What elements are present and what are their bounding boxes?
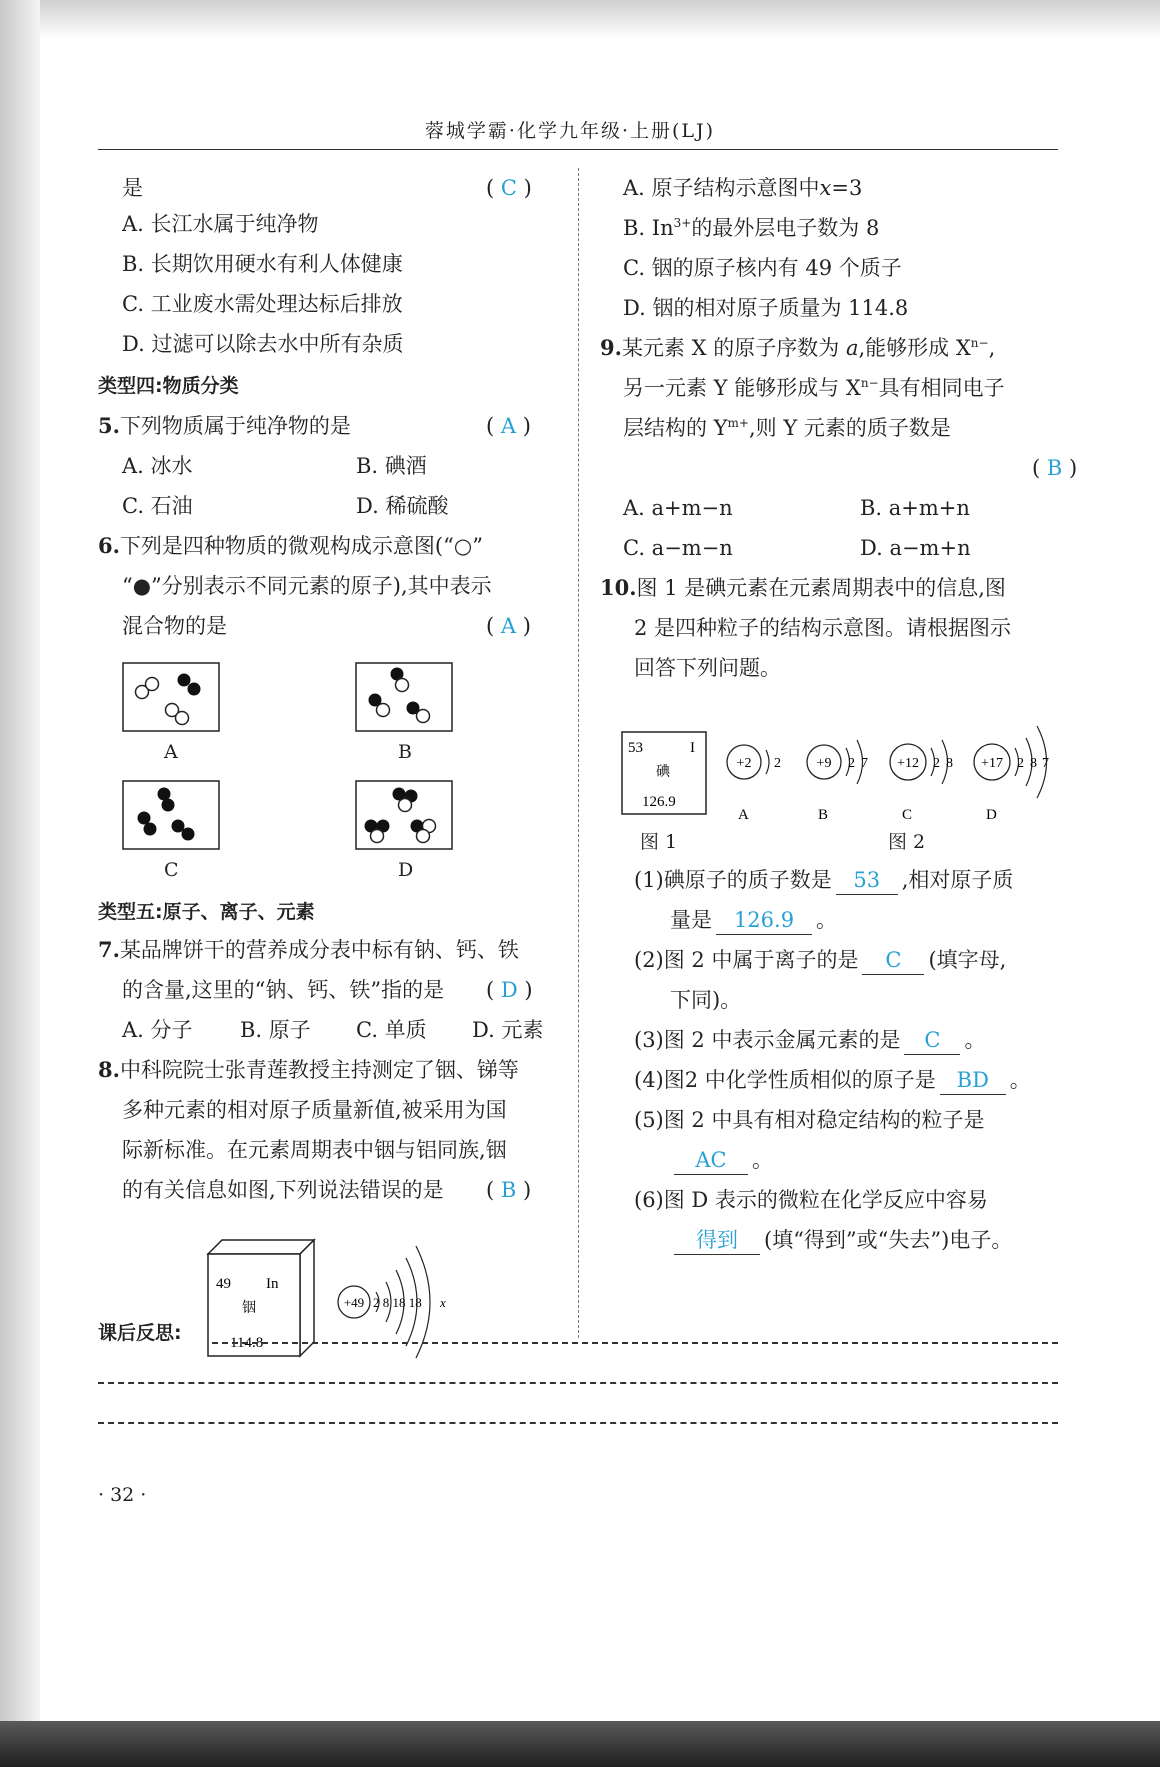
- q10-sub2-tail: (填字母,: [928, 948, 1007, 972]
- q10-sub1-answer-1: 53: [836, 866, 898, 895]
- q5-text: 下列物质属于纯净物的是: [119, 414, 351, 438]
- particle-c-shell-2: 8: [946, 756, 953, 771]
- particle-d-label: D: [986, 807, 997, 823]
- q9-l2-pre: 另一元素 Y 能够形成与 X: [623, 376, 861, 400]
- indium-shell-values: 2 8 18 18: [373, 1295, 422, 1310]
- header-rule: [98, 149, 1058, 150]
- reflection-line-1[interactable]: [212, 1342, 1058, 1344]
- q9-line-3: [623, 414, 951, 442]
- q9-answer-paren: ( B ): [1032, 456, 1078, 480]
- q8-option-b-sup: 3+: [673, 216, 692, 230]
- molecule-box-c: [122, 780, 222, 852]
- q8-option-d: D. 铟的相对原子质量为 114.8: [623, 296, 909, 320]
- q6-text-1: 下列是四种物质的微观构成示意图(“○”: [119, 534, 483, 558]
- q5-number: 5.: [98, 413, 120, 438]
- q5-option-c: C. 石油: [122, 494, 193, 518]
- q10-sub1-mid: ,相对原子质: [901, 868, 1014, 892]
- q9-answer: B: [1046, 456, 1063, 480]
- q9-l1-end: ,: [988, 336, 996, 360]
- q10-sub6-answer: 得到: [674, 1226, 760, 1255]
- q8-option-b-tail: 的最外层电子数为 8: [691, 216, 880, 240]
- q4-option-d: D. 过滤可以除去水中所有杂质: [122, 332, 404, 356]
- iodine-mass: 126.9: [642, 794, 676, 810]
- particle-d-shell-3: 7: [1042, 756, 1049, 771]
- molecule-label-c: C: [164, 859, 179, 881]
- q5-answer-paren: ( A ): [486, 414, 531, 438]
- particle-a: [727, 745, 781, 823]
- q5-option-b: B. 碘酒: [356, 454, 427, 478]
- q8-option-c: C. 铟的原子核内有 49 个质子: [623, 256, 902, 280]
- q10-sub3-end: 。: [964, 1028, 986, 1052]
- molecule-label-b: B: [398, 741, 412, 763]
- iodine-number: 53: [628, 740, 643, 756]
- indium-name: 铟: [242, 1300, 256, 1316]
- q10-line-2: 2 是四种粒子的结构示意图。请根据图示: [634, 616, 1012, 640]
- q10-line-3: 回答下列问题。: [634, 656, 781, 680]
- q7-option-b: B. 原子: [240, 1018, 311, 1042]
- q10-line-1: [600, 574, 1006, 602]
- page-shadow-left: [0, 0, 40, 1767]
- q10-sub4-end: 。: [1009, 1068, 1031, 1092]
- particle-d: [974, 726, 1049, 823]
- reflection-line-2[interactable]: [98, 1382, 1058, 1384]
- q8-option-b-pre: B. In: [623, 216, 674, 240]
- q8-text-1: 中科院院士张青莲教授主持测定了铟、锑等: [119, 1058, 519, 1082]
- q7-option-d: D. 元素: [472, 1018, 544, 1042]
- q10-sub6-line-1: (6)图 D 表示的微粒在化学反应中容易: [634, 1188, 988, 1212]
- figure-1-caption: 图 1: [640, 831, 678, 853]
- q5-option-a: A. 冰水: [122, 454, 193, 478]
- section-heading-5: 类型五:原子、离子、元素: [98, 901, 315, 923]
- page-number: · 32 ·: [98, 1484, 147, 1506]
- q9-option-c: C. a−m−n: [623, 536, 733, 560]
- q10-sub6-tail: (填“得到”或“失去”)电子。: [764, 1228, 1013, 1252]
- page-shadow-bottom: [0, 1721, 1160, 1767]
- q7-option-c: C. 单质: [356, 1018, 427, 1042]
- q6-answer: A: [500, 614, 517, 638]
- particle-b: [807, 740, 868, 823]
- q10-number: 10.: [600, 575, 637, 600]
- q6-answer-paren: ( A ): [486, 614, 531, 638]
- q9-l2-tail: 具有相同电子: [878, 376, 1005, 400]
- particle-b-shell-2: 7: [861, 756, 868, 771]
- q9-option-b: B. a+m+n: [860, 496, 970, 520]
- particle-c: [890, 740, 953, 823]
- q10-sub1-line-1: [634, 866, 1013, 895]
- particle-c-shell-1: 2: [933, 756, 940, 771]
- q4-tail: 是: [122, 176, 143, 200]
- q8-option-b: [623, 214, 879, 242]
- q10-sub2-line-1: [634, 946, 1006, 975]
- q8-line-1: [98, 1056, 519, 1084]
- column-divider: [578, 168, 579, 1338]
- q7-line-2: 的含量,这里的“钠、钙、铁”指的是: [122, 978, 445, 1002]
- figure-2-caption: 图 2: [888, 831, 926, 853]
- workbook-page: [40, 38, 1160, 1721]
- q10-text-1: 图 1 是碘元素在元素周期表中的信息,图: [636, 576, 1006, 600]
- q8-line-3: 际新标准。在元素周期表中铟与铝同族,铟: [122, 1138, 507, 1162]
- q10-sub1-line-2: [670, 906, 837, 935]
- particle-d-shell-2: 8: [1030, 756, 1037, 771]
- q9-sup-n-1: n−: [970, 336, 989, 350]
- q5-option-d: D. 稀硫酸: [356, 494, 449, 518]
- iodine-tile: [620, 730, 716, 820]
- particle-a-nucleus: +2: [736, 756, 752, 771]
- q9-line-1: [600, 334, 995, 362]
- q8-answer: B: [500, 1178, 517, 1202]
- q4-option-a: A. 长江水属于纯净物: [122, 212, 319, 236]
- q10-sub6-line-2: [670, 1226, 1012, 1255]
- reflection-label: 课后反思:: [98, 1322, 182, 1344]
- indium-cube: [208, 1240, 314, 1356]
- q7-text-1: 某品牌饼干的营养成分表中标有钠、钙、铁: [119, 938, 519, 962]
- q10-sub1-pre: (1)碘原子的质子数是: [634, 868, 832, 892]
- particle-a-shell-1: 2: [774, 756, 781, 771]
- q9-option-a: A. a+m−n: [623, 496, 733, 520]
- q9-l3-pre: 层结构的 Y: [623, 416, 728, 440]
- indium-symbol: In: [266, 1276, 279, 1292]
- particle-c-label: C: [902, 807, 913, 823]
- q10-sub2-line-2: 下同)。: [670, 988, 742, 1012]
- q8-line-2: 多种元素的相对原子质量新值,被采用为国: [122, 1098, 507, 1122]
- indium-nucleus: +49: [343, 1295, 365, 1310]
- q8-answer-paren: ( B ): [486, 1178, 532, 1202]
- particle-c-nucleus: +12: [897, 756, 919, 771]
- q10-sub3-pre: (3)图 2 中表示金属元素的是: [634, 1028, 901, 1052]
- q9-line-2: [623, 374, 1005, 402]
- q7-line-1: [98, 936, 519, 964]
- particle-d-nucleus: +17: [981, 756, 1003, 771]
- q9-var-a: a: [845, 336, 859, 360]
- q10-sub1-end: 。: [816, 908, 837, 932]
- q8-option-a-tail: =3: [831, 176, 863, 200]
- q7-answer: D: [500, 978, 518, 1002]
- indium-mass: 114.8: [230, 1335, 264, 1351]
- particle-b-shell-1: 2: [848, 756, 855, 771]
- q9-sup-n-2: n−: [860, 376, 879, 390]
- q8-option-a-var: x: [819, 176, 832, 200]
- q8-line-4: 的有关信息如图,下列说法错误的是: [122, 1178, 444, 1202]
- q6-number: 6.: [98, 533, 120, 558]
- particle-d-shell-1: 2: [1017, 756, 1024, 771]
- q4-answer-paren: ( C ): [486, 176, 532, 200]
- q10-sub3-answer: C: [904, 1026, 960, 1055]
- q9-option-d: D. a−m+n: [860, 536, 971, 560]
- q7-answer-paren: ( D ): [486, 978, 533, 1002]
- q10-sub5-line-2: [670, 1146, 773, 1175]
- molecule-box-d: [355, 780, 455, 852]
- q5-answer: A: [500, 414, 517, 438]
- section-heading-4: 类型四:物质分类: [98, 375, 239, 397]
- q9-l1-mid: ,能够形成 X: [858, 336, 971, 360]
- q7-option-a: A. 分子: [122, 1018, 193, 1042]
- molecule-box-b: [355, 662, 455, 734]
- q6-line-1: [98, 532, 483, 560]
- indium-number: 49: [216, 1276, 231, 1292]
- molecule-label-d: D: [398, 859, 414, 881]
- q10-sub5-answer: AC: [674, 1146, 748, 1175]
- q10-sub2-pre: (2)图 2 中属于离子的是: [634, 948, 859, 972]
- q10-sub5-end: 。: [752, 1148, 773, 1172]
- q9-l1-pre: 某元素 X 的原子序数为: [621, 336, 840, 360]
- q10-sub4-answer: BD: [940, 1066, 1006, 1095]
- particle-a-label: A: [738, 807, 749, 823]
- reflection-line-3[interactable]: [98, 1422, 1058, 1424]
- q6-line-2: “●”分别表示不同元素的原子),其中表示: [122, 574, 492, 598]
- q4-option-b: B. 长期饮用硬水有利人体健康: [122, 252, 403, 276]
- molecule-box-a: [122, 662, 222, 734]
- running-title: 蓉城学霸·化学九年级·上册(LJ): [424, 120, 716, 142]
- q9-l3-tail: ,则 Y 元素的质子数是: [748, 416, 951, 440]
- q4-option-c: C. 工业废水需处理达标后排放: [122, 292, 403, 316]
- q10-sub4-pre: (4)图2 中化学性质相似的原子是: [634, 1068, 936, 1092]
- q7-number: 7.: [98, 937, 120, 962]
- q10-sub2-answer: C: [862, 946, 924, 975]
- q10-sub5-line-1: (5)图 2 中具有相对稳定结构的粒子是: [634, 1108, 985, 1132]
- indium-figure: [200, 1226, 480, 1366]
- q5-stem: [98, 412, 351, 440]
- q8-number: 8.: [98, 1057, 120, 1082]
- particle-b-label: B: [818, 807, 829, 823]
- iodine-symbol: I: [690, 740, 695, 756]
- particle-structures: [726, 714, 1060, 830]
- q9-sup-m: m+: [727, 416, 749, 430]
- q10-sub4: [634, 1066, 1031, 1095]
- q10-sub1-answer-2: 126.9: [716, 906, 812, 935]
- q6-line-3: 混合物的是: [122, 614, 227, 638]
- q4-answer: C: [500, 176, 517, 200]
- q10-sub1-l2-pre: 量是: [670, 908, 712, 932]
- particle-b-nucleus: +9: [816, 756, 832, 771]
- page-shadow-top: [0, 0, 1160, 38]
- iodine-name: 碘: [656, 764, 670, 780]
- q9-number: 9.: [600, 335, 622, 360]
- q8-option-a-text: A. 原子结构示意图中: [623, 176, 820, 200]
- q8-option-a: [623, 174, 862, 202]
- q10-sub3: [634, 1026, 985, 1055]
- indium-shell-x: x: [440, 1295, 446, 1310]
- molecule-label-a: A: [164, 741, 178, 763]
